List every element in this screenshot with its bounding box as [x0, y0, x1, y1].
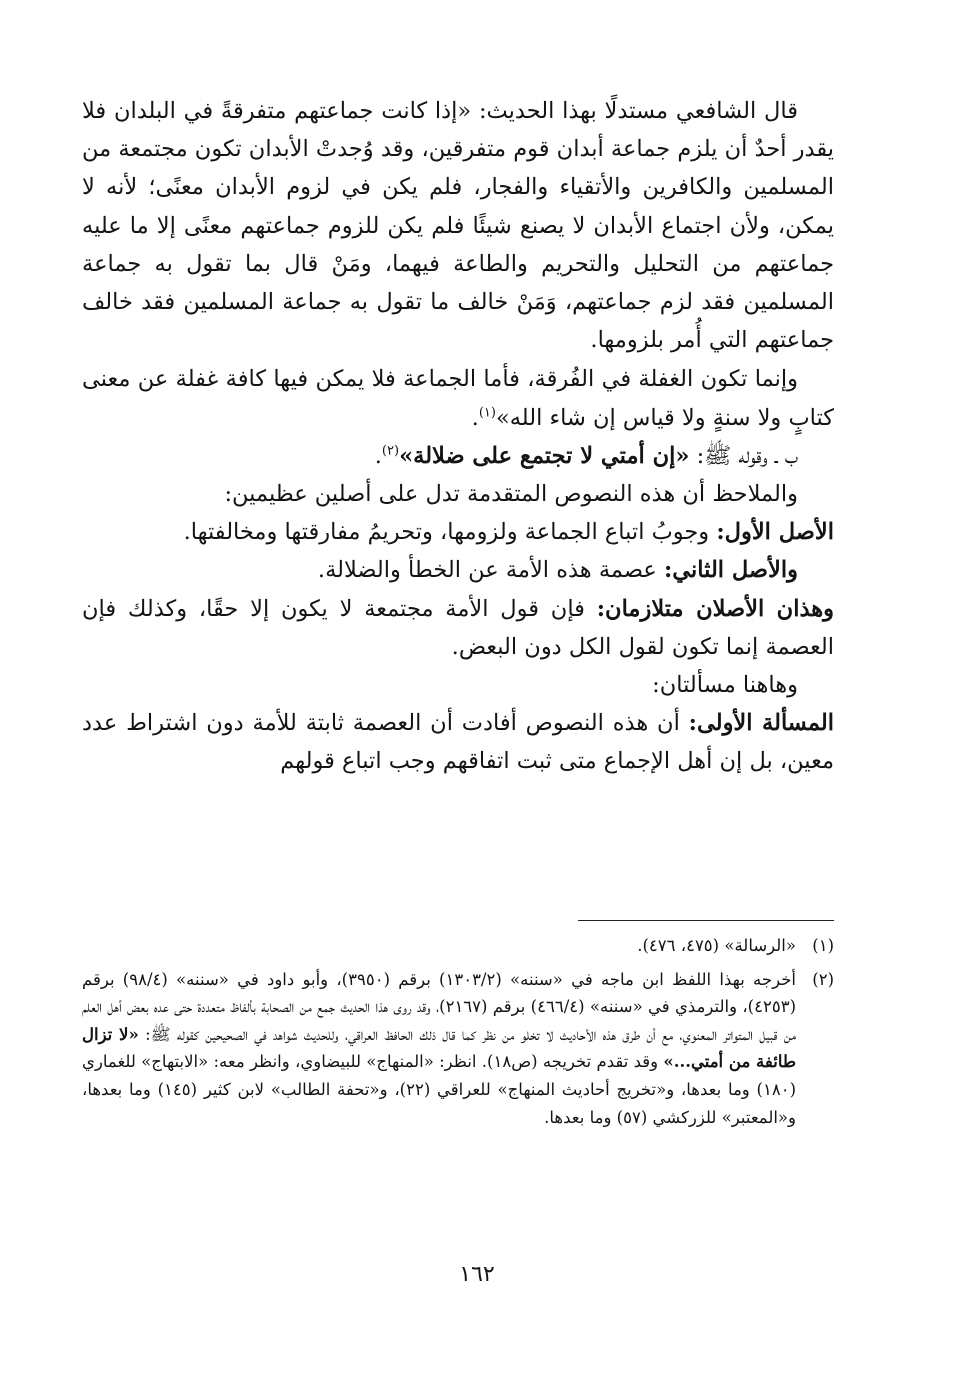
- footnote-number: (٢): [812, 969, 834, 989]
- paragraph-text: فإن قول الأمة مجتمعة لا يكون إلا حقًا، وكذلك فإن العصمة إنما تكون لقول الكل دون البعض.: [82, 595, 834, 660]
- footnote-text-part: «الرسالة» (٤٧٥، ٤٧٦).: [637, 936, 796, 955]
- paragraph-second-principle: [82, 551, 834, 589]
- footnote-hadith: «لا تزال طائفة من أمتي...»: [82, 1024, 796, 1072]
- heading-first-issue: المسألة الأولى:: [688, 710, 834, 737]
- paragraph-text: والملاحظ أن هذه النصوص المتقدمة تدل على أصلين عظيمين:: [224, 481, 798, 508]
- footnote-ref-2: (٢): [381, 443, 400, 459]
- footnote-text: [82, 966, 796, 1132]
- footnote-number: (١): [812, 936, 834, 955]
- paragraph-text: وهاهنا مسألتان:: [652, 672, 798, 699]
- footnote-text-part: وقد تقدم تخريجه (ص١٨). انظر: «المنهاج» للبيضاوي، وانظر معه: «الابتهاج» للغماري (١٨٠) وما بعدها، و«تخريج أحاديث المنهاج» للعراقي (٢٢)، و«تحفة الطالب» لابن كثير (١٤٥) وما بعدها، و«المعتبر» للزركشي (٥٧) وما بعدها.: [82, 1052, 796, 1127]
- footnote-text: [82, 932, 796, 960]
- paragraph-interdependent: [82, 590, 834, 666]
- paragraph-ghafla: [82, 360, 834, 436]
- paragraph-two-issues: [82, 666, 834, 704]
- footnote-1: [82, 932, 834, 960]
- footnote-divider: [578, 920, 834, 921]
- paragraph-text: ب ـ وقوله ﷺ:: [689, 442, 798, 469]
- hadith-text: «إن أمتي لا تجتمع على ضلالة»: [399, 442, 690, 469]
- footnote-text-part: أخرجه بهذا اللفظ ابن ماجه في «سننه» (١٣٠٣/٢) برقم (٣٩٥٠)، وأبو داود في «سننه» (٩٨/٤) برقم (٤٢٥٣)، والترمذي في «سننه» (٤٦٦/٤) برقم (٢١٦٧)، وقد روى هذا الحديث جمع من الصحابة بألفاظ متعددة حتى عده بعض أهل العلم من قبيل المتواتر المعنوي، مع أن طرق هذه الأحاديث لا تخلو من نظر كما قال ذلك الحافظ العراقي، وللحديث شواهد في الصحيحين كقوله ﷺ:: [82, 969, 797, 1044]
- heading-second-principle: والأصل الثاني:: [663, 557, 798, 584]
- footnote-2: [82, 966, 834, 1132]
- paragraph-first-principle: [82, 513, 834, 551]
- footnotes: [82, 932, 834, 1137]
- paragraph-text: قال الشافعي مستدلًا بهذا الحديث: «إذا كانت جماعتهم متفرقةً في البلدان فلا يقدر أحدٌ أن يلزم جماعة أبدان قوم متفرقين، وقد وُجدتْ الأبدان تكون مجتمعة من المسلمين والكافرين والأتقياء والفجار، فلم يكن في لزوم الأبدان معنًى؛ لأنه لا يمكن، ولأن اجتماع الأبدان لا يصنع شيئًا فلم يكن للزوم جماعتهم معنًى إلا ما عليه جماعتهم من التحليل والتحريم والطاعة فيهما، ومَنْ قال بما تقول به جماعة المسلمين فقد لزم جماعتهم، وَمَنْ خالف ما تقول به جماعة المسلمين فقد خالف جماعتهم التي أُمر بلزومها.: [82, 98, 834, 354]
- paragraph-text: وإنما تكون الغفلة في الفُرقة، فأما الجماعة فلا يمكن فيها كافة غفلة عن معنى كتابٍ ولا سنةٍ ولا قياس إن شاء الله»: [82, 366, 834, 431]
- paragraph-text: وجوبُ اتباع الجماعة ولزومها، وتحريمُ مفارقتها ومخالفتها.: [183, 519, 717, 546]
- paragraph-text-end: .: [374, 442, 382, 469]
- paragraph-observation: [82, 475, 834, 513]
- footnote-ref-1: (١): [478, 405, 496, 421]
- paragraph-text: عصمة هذه الأمة عن الخطأ والضلالة.: [317, 557, 664, 584]
- heading-first-principle: الأصل الأول:: [716, 519, 834, 546]
- paragraph-shafii-quote: [82, 92, 834, 359]
- paragraph-text: أن هذه النصوص أفادت أن العصمة ثابتة للأمة دون اشتراط عدد معين، بل إن أهل الإجماع متى ثبت اتفاقهم وجب اتباع قولهم: [82, 710, 834, 775]
- paragraph-hadith-b: [82, 437, 834, 475]
- paragraph-text-end: .: [471, 404, 479, 431]
- main-text: [82, 92, 834, 781]
- heading-interdependent: وهذان الأصلان متلازمان:: [596, 595, 834, 622]
- page-content: [82, 92, 834, 781]
- page-number: ١٦٢: [459, 1262, 495, 1287]
- paragraph-first-issue: [82, 704, 834, 780]
